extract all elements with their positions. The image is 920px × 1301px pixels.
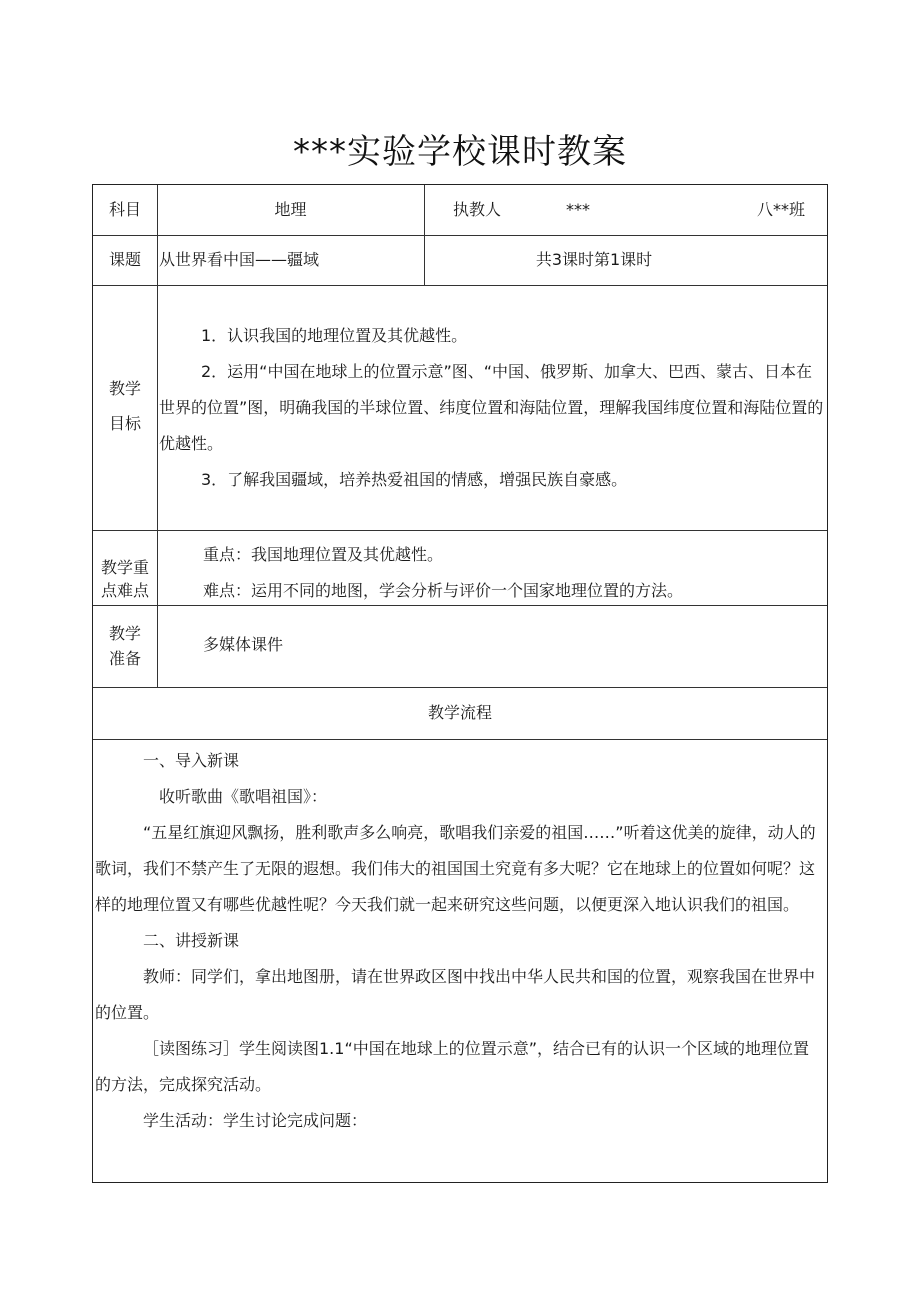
topic-label: 课题 [108,250,141,269]
flow-heading: 教学流程 [427,703,492,722]
page-title: ***实验学校课时教案 [293,132,627,172]
key-point: 重点：我国地理位置及其优越性。 [203,545,444,564]
class-value: 八**班 [757,200,806,219]
student-activity-paragraph: 学生活动：学生讨论完成问题： [143,1111,368,1130]
row-divider [93,687,827,688]
column-divider [424,185,425,285]
lesson-count: 共3课时第1课时 [535,250,653,269]
objectives-label-1: 教学 [108,379,141,398]
row-divider [93,285,827,286]
keypoints-label-2: 点难点 [100,581,149,600]
topic-value: 从世界看中国——疆域 [159,250,320,269]
objective-item-1: 1．认识我国的地理位置及其优越性。 [201,326,468,345]
listen-song: 收听歌曲《歌唱祖国》： [159,787,328,806]
row-divider [93,605,827,606]
row-divider [93,235,827,236]
subject-value: 地理 [274,200,307,219]
section-intro-heading: 一、导入新课 [143,751,240,770]
section-teach-heading: 二、讲授新课 [143,931,240,950]
reading-exercise-paragraph: ［读图练习］学生阅读图1.1“中国在地球上的位置示意”，结合已有的认识一个区域的地理位置的方法，完成探究活动。 [95,1039,810,1094]
objectives-content [159,318,825,498]
objective-item-3: 3．了解我国疆域，培养热爱祖国的情感，增强民族自豪感。 [201,470,628,489]
preparation-label-2: 准备 [108,649,141,668]
preparation-value: 多媒体课件 [203,635,284,654]
teacher-paragraph: 教师：同学们，拿出地图册，请在世界政区图中找出中华人民共和国的位置，观察我国在世界中的位置。 [95,967,816,1022]
flow-content [95,743,825,1139]
lesson-plan-table [92,184,828,1183]
row-divider [93,530,827,531]
difficult-point: 难点：运用不同的地图，学会分析与评价一个国家地理位置的方法。 [203,581,684,600]
teacher-label: 执教人 [453,200,502,219]
row-divider [93,739,827,740]
intro-paragraph: “五星红旗迎风飘扬，胜利歌声多么响亮，歌唱我们亲爱的祖国……”听着这优美的旋律，动人的歌词，我们不禁产生了无限的遐想。我们伟大的祖国国土究竟有多大呢？它在地球上的位置如何呢？这样的地理位置又有哪些优越性呢？今天我们就一起来研究这些问题，以便更深入地认识我们的祖国。 [95,823,816,914]
objective-item-2: 2．运用“中国在地球上的位置示意”图、“中国、俄罗斯、加拿大、巴西、蒙古、日本在世界的位置”图，明确我国的半球位置、纬度位置和海陆位置，理解我国纬度位置和海陆位置的优越性。 [159,362,824,453]
keypoints-label-1: 教学重 [100,558,149,577]
column-divider [157,185,158,687]
preparation-label-1: 教学 [108,624,141,643]
teacher-value: *** [566,200,590,219]
subject-label: 科目 [108,200,141,219]
objectives-label-2: 目标 [108,414,141,433]
